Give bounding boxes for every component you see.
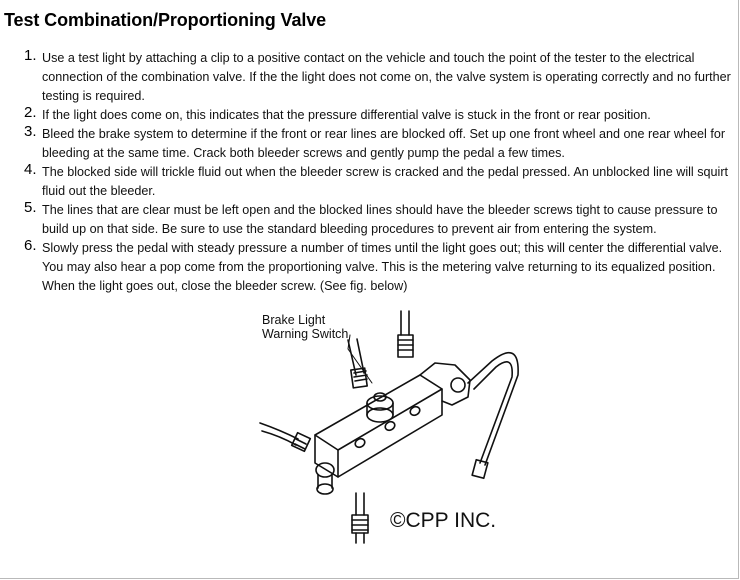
step-number: 4. xyxy=(24,161,37,178)
step-text: Slowly press the pedal with steady pressure a number of times until the light goes out; this will center the differential valve. You may also hear a pop come from the proportioning valve. This is the metering valve returning to its equalized position. When the light goes out, close the bleeder screw. (See fig. below) xyxy=(42,241,723,293)
step-number: 3. xyxy=(24,123,37,140)
step-number: 1. xyxy=(24,47,37,64)
figure-label-line2: Warning Switch xyxy=(262,327,349,341)
step-number: 5. xyxy=(24,199,37,216)
list-item xyxy=(0,201,740,239)
step-text: Use a test light by attaching a clip to a positive contact on the vehicle and touch the point of the tester to the electrical connection of the combination valve. If the the light does not come on, the valve system is operating correctly and no further testing is required. xyxy=(42,51,731,103)
step-text: Bleed the brake system to determine if the front or rear lines are blocked off. Set up one front wheel and one rear wheel for bleeding at the same time. Crack both bleeder screws and gently pump the pedal a few times. xyxy=(42,127,726,160)
valve-illustration xyxy=(230,305,550,545)
list-item xyxy=(0,239,740,296)
step-number: 2. xyxy=(24,104,37,121)
step-text: The lines that are clear must be left open and the blocked lines should have the bleeder screws tight to cause pressure to build up on that side. Be sure to use the standard bleeding procedures to prevent air from entering the system. xyxy=(42,203,718,236)
step-text: If the light does come on, this indicates that the pressure differential valve is stuck in the front or rear position. xyxy=(42,108,651,122)
list-item xyxy=(0,125,740,163)
list-item xyxy=(0,163,740,201)
copyright-text: ©CPP INC. xyxy=(390,509,497,532)
list-item xyxy=(0,49,740,106)
figure-label-line1: Brake Light xyxy=(262,313,326,327)
list-item xyxy=(0,106,740,125)
page-title: Test Combination/Proportioning Valve xyxy=(4,10,327,30)
steps-list xyxy=(0,49,740,296)
step-number: 6. xyxy=(24,237,37,254)
step-text: The blocked side will trickle fluid out when the bleeder screw is cracked and the pedal pressed. An unblocked line will squirt fluid out the bleeder. xyxy=(42,165,729,198)
